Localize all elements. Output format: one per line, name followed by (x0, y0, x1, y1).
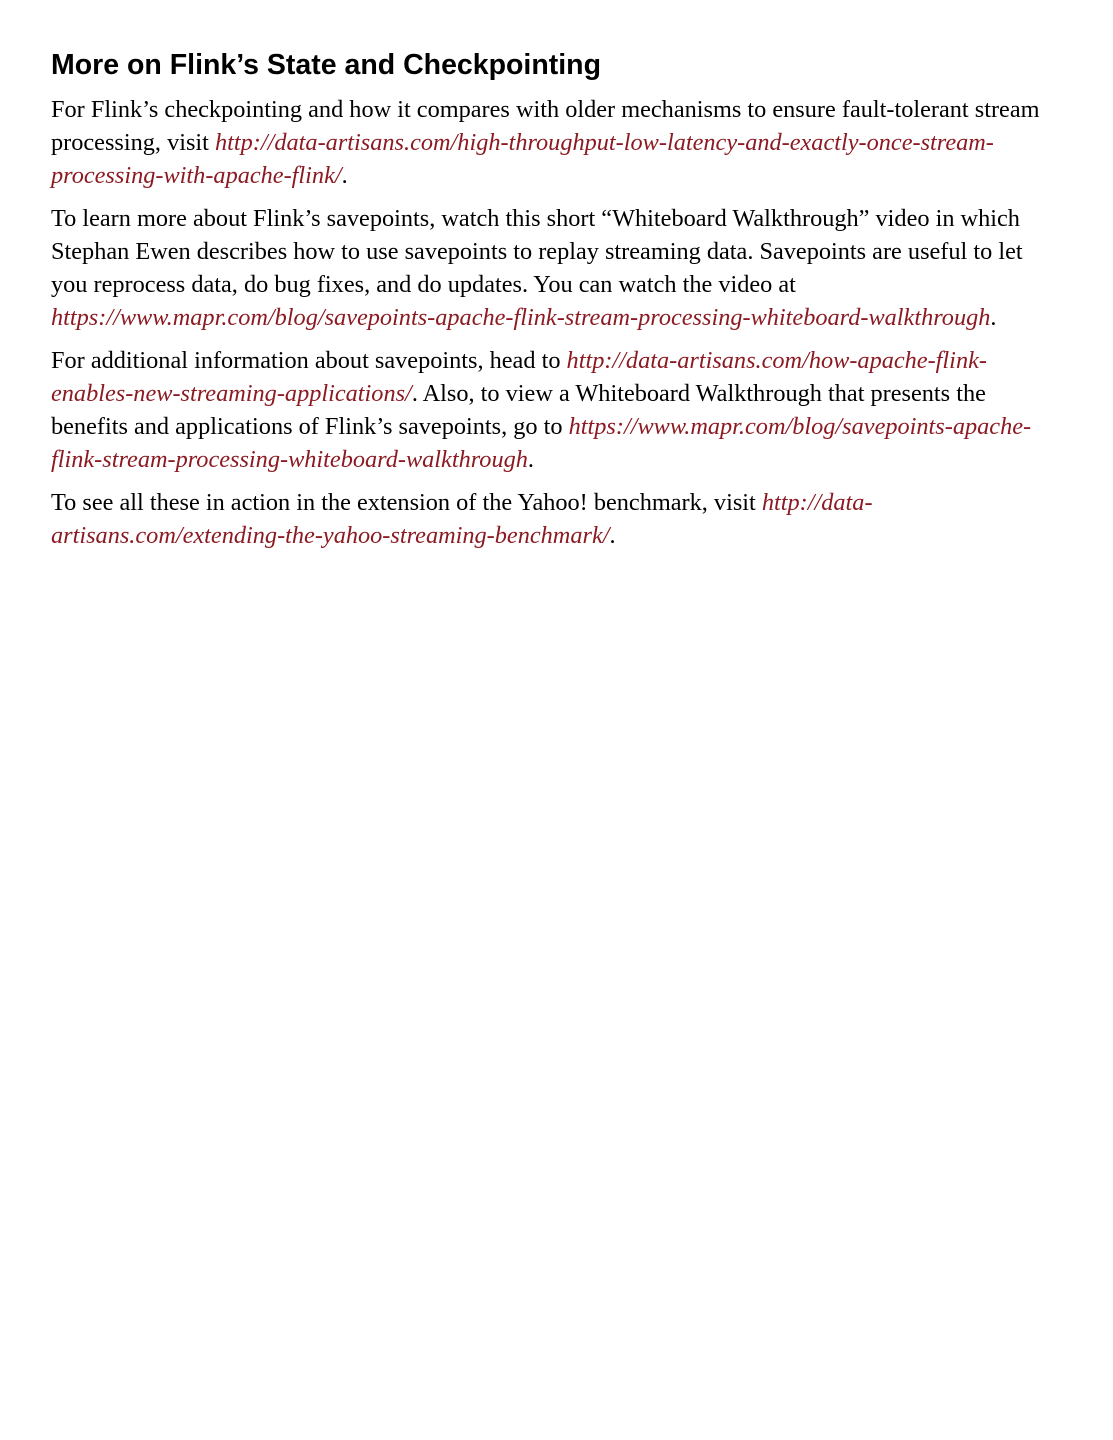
paragraph-text: For Flink’s checkpointing and how it compares with older mechanisms to ensure fault-tolerant stream processing, visit (51, 96, 1040, 156)
link-yahoo-benchmark[interactable]: http://data-artisans.com/extending-the-yahoo-streaming-benchmark/ (51, 489, 873, 549)
page-content (51, 46, 1061, 562)
paragraph-text: . (990, 304, 997, 331)
paragraph-savepoints-info (51, 344, 1061, 476)
link-savepoints-walkthrough[interactable]: https://www.mapr.com/blog/savepoints-apache-flink-stream-processing-whiteboard-walkthrough (51, 413, 1032, 473)
paragraph-text: . (527, 446, 534, 473)
paragraph-text: For additional information about savepoints, head to (51, 347, 567, 374)
section-heading: More on Flink’s State and Checkpointing (51, 49, 601, 81)
paragraph-checkpointing (51, 93, 1061, 192)
paragraph-text: . (609, 522, 616, 549)
link-checkpointing-article[interactable]: http://data-artisans.com/high-throughput-low-latency-and-exactly-once-stream-processing-with-apache-flink/ (51, 129, 994, 189)
link-savepoints-applications[interactable]: http://data-artisans.com/how-apache-flink-enables-new-streaming-applications/ (51, 347, 987, 407)
paragraph-yahoo-benchmark (51, 486, 1061, 552)
paragraph-text: To learn more about Flink’s savepoints, watch this short “Whiteboard Walkthrough” video in which Stephan Ewen describes how to use savepoints to replay streaming data. Savepoints are useful to let you reprocess data, do bug fixes, and do updates. You can watch the video at (51, 205, 1023, 298)
link-savepoints-video[interactable]: https://www.mapr.com/blog/savepoints-apache-flink-stream-processing-whiteboard-walkthrough (51, 304, 991, 331)
paragraph-savepoints-video (51, 202, 1061, 334)
paragraph-text: . Also, to view a Whiteboard Walkthrough that presents the benefits and applications of Flink’s savepoints, go to (51, 380, 986, 440)
paragraph-text: . (341, 162, 348, 189)
paragraph-text: To see all these in action in the extension of the Yahoo! benchmark, visit (51, 489, 762, 516)
